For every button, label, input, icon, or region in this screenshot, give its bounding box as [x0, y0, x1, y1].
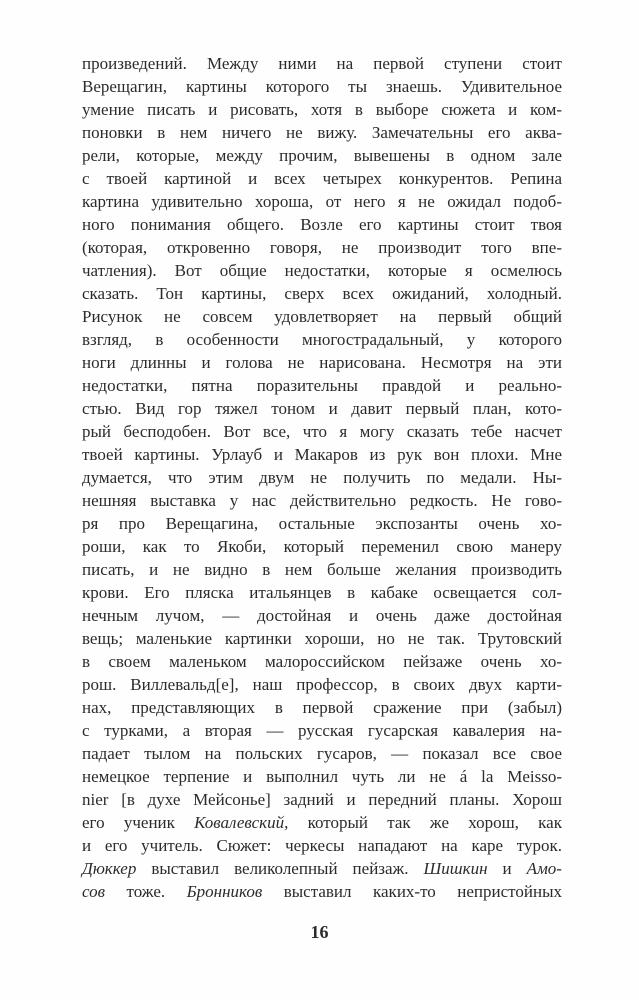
text-run: нешняя выставка у нас действительно редкость. Не гово- [82, 491, 562, 510]
text-run: рош. Виллевальд[е], наш профессор, в своих двух карти- [82, 675, 562, 694]
italic-name: Дюккер [82, 859, 137, 878]
text-run: крови. Его пляска итальянцев в кабаке освещается сол- [82, 583, 562, 602]
text-run: ноги длинны и голова не нарисована. Несмотря на эти [82, 353, 562, 372]
text-run: Рисунок не совсем удовлетворяет на первый общий [82, 307, 562, 326]
text-run: рый бесподобен. Вот все, что я могу сказать тебе насчет [82, 422, 562, 441]
text-run: стью. Вид гор тяжел тоном и давит первый план, кото- [82, 399, 562, 418]
body-text [82, 52, 562, 903]
italic-name: Амо- [526, 859, 562, 878]
text-run: Верещагин, картины которого ты знаешь. Удивительное [82, 77, 562, 96]
text-run: ного понимания общего. Возле его картины стоит твоя [82, 215, 562, 234]
text-run: взгляд, в особенности многострадальный, у которого [82, 330, 562, 349]
text-run: нах, представляющих в первой сражение при (забыл) [82, 698, 562, 717]
text-run: с турками, а вторая — русская гусарская кавалерия на- [82, 721, 562, 740]
text-line [82, 282, 562, 305]
text-run: недостатки, пятна поразительны правдой и реально- [82, 376, 562, 395]
text-line [82, 121, 562, 144]
text-line [82, 190, 562, 213]
text-run: и [487, 859, 527, 878]
text-line [82, 558, 562, 581]
text-line [82, 765, 562, 788]
text-line [82, 351, 562, 374]
text-line [82, 397, 562, 420]
text-line [82, 374, 562, 397]
text-line [82, 489, 562, 512]
page-number: 16 [310, 922, 329, 942]
italic-name: Ковалевский [194, 813, 285, 832]
text-line [82, 420, 562, 443]
italic-name: Шишкин [423, 859, 488, 878]
text-run: произведений. Между ними на первой ступени стоит [82, 54, 562, 73]
text-run: выставил великолепный пейзаж. [136, 859, 424, 878]
text-line [82, 604, 562, 627]
text-run: вещь; маленькие картинки хороши, но не так. Трутовский [82, 629, 562, 648]
text-line [82, 144, 562, 167]
italic-name: сов [82, 882, 106, 901]
text-run: , который так же хорош, как [284, 813, 562, 832]
text-run: выставил каких-то непристойных [262, 882, 562, 901]
text-line [82, 880, 562, 903]
text-line [82, 673, 562, 696]
text-line [82, 627, 562, 650]
text-run: чатления). Вот общие недостатки, которые я осмелюсь [82, 261, 562, 280]
text-line [82, 696, 562, 719]
text-line [82, 466, 562, 489]
text-run: падает тылом на польских гусаров, — показал все свое [82, 744, 562, 763]
text-line [82, 213, 562, 236]
text-run: поновки в нем ничего не вижу. Замечательны его аква- [82, 123, 562, 142]
text-run: рели, которые, между прочим, вывешены в одном зале [82, 146, 562, 165]
text-run: нечным лучом, — достойная и очень даже достойная [82, 606, 562, 625]
text-run: тоже. [105, 882, 187, 901]
text-line [82, 167, 562, 190]
text-line [82, 443, 562, 466]
text-run: умение писать и рисовать, хотя в выборе сюжета и ком- [82, 100, 562, 119]
text-line [82, 512, 562, 535]
text-run: сказать. Тон картины, сверх всех ожиданий, холодный. [82, 284, 562, 303]
text-run: твоей картины. Урлауб и Макаров из рук вон плохи. Мне [82, 445, 562, 464]
text-run: его ученик [82, 813, 195, 832]
text-run: (которая, откровенно говоря, не производит того впе- [82, 238, 562, 257]
text-run: картина удивительно хороша, от него я не ожидал подоб- [82, 192, 562, 211]
text-line [82, 98, 562, 121]
text-line [82, 52, 562, 75]
text-run: немецкое терпение и выполнил чуть ли не á la Meisso- [82, 767, 562, 786]
text-line [82, 305, 562, 328]
text-line [82, 788, 562, 811]
text-line [82, 328, 562, 351]
text-run: nier [в духе Мейсонье] задний и передний планы. Хорош [82, 790, 562, 809]
text-line [82, 742, 562, 765]
text-line [82, 650, 562, 673]
text-run: с твоей картиной и всех четырех конкурентов. Репина [82, 169, 562, 188]
text-run: ря про Верещагина, остальные экспозанты очень хо- [82, 514, 562, 533]
text-line [82, 236, 562, 259]
text-line [82, 581, 562, 604]
text-line [82, 75, 562, 98]
italic-name: Бронников [186, 882, 263, 901]
text-line [82, 834, 562, 857]
text-run: писать, и не видно в нем больше желания производить [82, 560, 562, 579]
text-run: роши, как то Якоби, который переменил свою манеру [82, 537, 562, 556]
text-run: и его учитель. Сюжет: черкесы нападают на каре турок. [82, 836, 562, 855]
text-line [82, 259, 562, 282]
text-line [82, 535, 562, 558]
text-run: думается, что этим двум не получить по медали. Ны- [82, 468, 562, 487]
text-line [82, 857, 562, 880]
text-run: в своем маленьком малороссийском пейзаже очень хо- [82, 652, 562, 671]
text-line [82, 811, 562, 834]
text-line [82, 719, 562, 742]
